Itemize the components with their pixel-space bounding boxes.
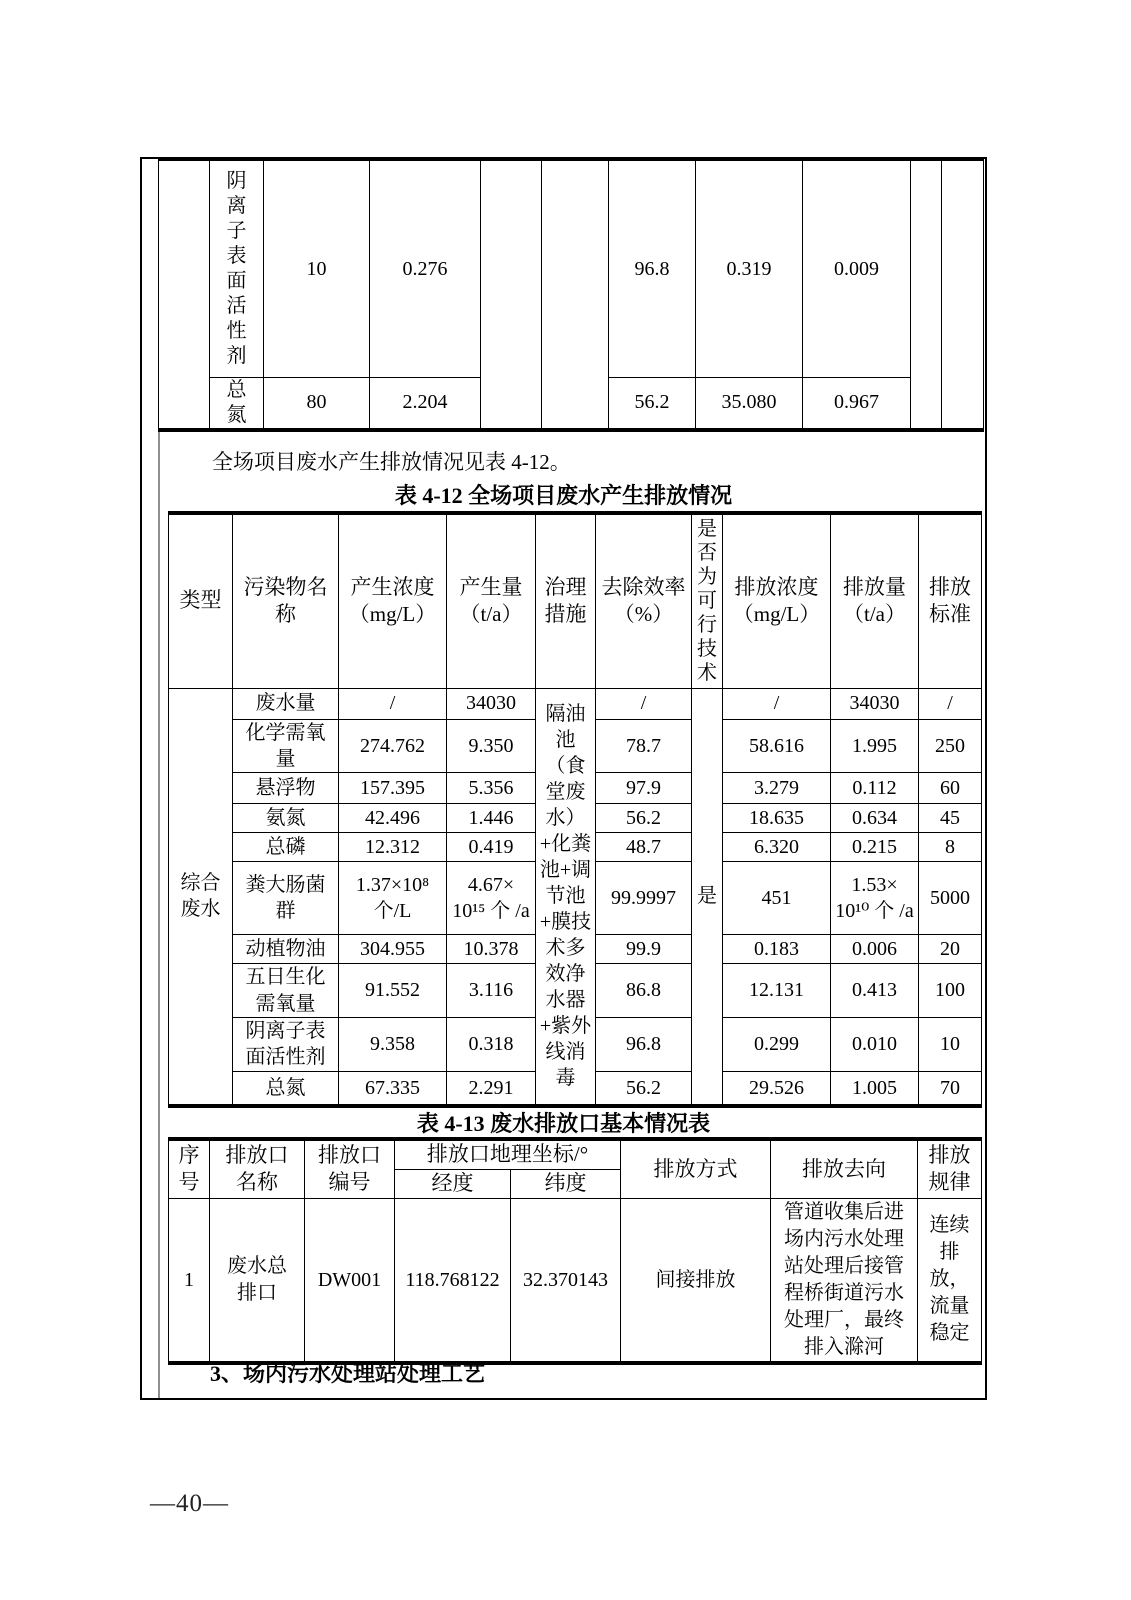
pollutant-cell: 动植物油 [233, 935, 339, 964]
pollutant-name-cell [210, 377, 264, 430]
pollutant-cell: 五日生化需氧量 [233, 964, 339, 1018]
dis-amount-cell: 0.634 [831, 804, 919, 833]
gen-amount-cell: 10.378 [447, 935, 536, 964]
empty-cell [911, 159, 942, 430]
dis-conc-cell: 3.279 [723, 773, 831, 804]
pollutant-cell: 总氮 [233, 1071, 339, 1106]
outfall-name-cell [210, 1198, 305, 1363]
dis-amount-cell: 0.112 [831, 773, 919, 804]
standard-cell: 70 [919, 1071, 982, 1106]
gen-conc-cell: 304.955 [339, 935, 447, 964]
table-4-12-title: 表 4-12 全场项目废水产生排放情况 [394, 483, 733, 508]
gen-conc-cell: 67.335 [339, 1071, 447, 1106]
dis-conc-cell: 0.183 [723, 935, 831, 964]
header-pollutant: 污染物名称 [233, 513, 339, 688]
pollutant-name-vertical: 总氮 [226, 378, 247, 426]
feasible-cell: 是 [692, 688, 723, 1106]
removal-cell: 48.7 [596, 833, 692, 862]
removal-cell: 56.2 [596, 804, 692, 833]
empty-cell [481, 159, 542, 430]
standard-cell: 5000 [919, 862, 982, 935]
header-no: 序号 [169, 1139, 210, 1198]
header-destination: 排放去向 [771, 1139, 918, 1198]
gen-amount-cell: 2.291 [447, 1071, 536, 1106]
gen-amount-cell: 0.276 [370, 159, 481, 377]
gen-amount-cell: 3.116 [447, 964, 536, 1018]
dis-conc-cell: / [723, 688, 831, 719]
pollutant-cell: 总磷 [233, 833, 339, 862]
gen-conc-cell: 157.395 [339, 773, 447, 804]
removal-cell: 86.8 [596, 964, 692, 1018]
dis-amount-cell: 0.010 [831, 1018, 919, 1072]
method-cell: 间接排放 [621, 1198, 771, 1363]
pollutant-cell: 废水量 [233, 688, 339, 719]
table-row [159, 159, 984, 377]
continued-pollutant-table [158, 157, 984, 432]
removal-cell: 56.2 [609, 377, 696, 430]
dis-conc-cell: 6.320 [723, 833, 831, 862]
gen-conc-cell: 91.552 [339, 964, 447, 1018]
dis-conc-cell: 12.131 [723, 964, 831, 1018]
standard-cell: 250 [919, 719, 982, 773]
header-coordinates: 排放口地理坐标/° [395, 1139, 621, 1169]
dis-amount-cell: 0.215 [831, 833, 919, 862]
standard-cell: 45 [919, 804, 982, 833]
pattern-cell: 连续排放，流量稳定 [918, 1198, 982, 1363]
intro-paragraph: 全场项目废水产生排放情况见表 4-12。 [212, 450, 571, 474]
pollutant-cell: 粪大肠菌群 [233, 862, 339, 935]
removal-cell: 99.9 [596, 935, 692, 964]
pollutant-cell: 化学需氧量 [233, 719, 339, 773]
header-outfall-name [210, 1139, 305, 1198]
header-type: 类型 [169, 513, 233, 688]
removal-cell: 56.2 [596, 1071, 692, 1106]
outfall-code-cell: DW001 [305, 1198, 395, 1363]
gen-conc-cell: 1.37×10⁸ 个/L [339, 862, 447, 935]
dis-conc-cell: 0.319 [696, 159, 803, 377]
empty-type-cell [159, 159, 210, 430]
header-pattern: 排放规律 [918, 1139, 982, 1198]
gen-conc-cell: 42.496 [339, 804, 447, 833]
dis-amount-cell: 0.967 [803, 377, 911, 430]
gen-amount-cell: 1.446 [447, 804, 536, 833]
no-cell: 1 [169, 1198, 210, 1363]
dis-amount-cell: 1.995 [831, 719, 919, 773]
table-4-12 [168, 511, 982, 1108]
gen-amount-cell: 0.318 [447, 1018, 536, 1072]
type-cell: 综合废水 [169, 688, 233, 1106]
dis-amount-cell: 1.53× 10¹⁰ 个 /a [831, 862, 919, 935]
table-row [169, 688, 982, 719]
dis-amount-cell: 0.009 [803, 159, 911, 377]
header-longitude: 经度 [395, 1169, 511, 1198]
header-dis-amount: 排放量（t/a） [831, 513, 919, 688]
header-outfall-code [305, 1139, 395, 1198]
gen-amount-cell: 34030 [447, 688, 536, 719]
gen-conc-cell: 274.762 [339, 719, 447, 773]
header-gen-amount: 产生量（t/a） [447, 513, 536, 688]
removal-cell: / [596, 688, 692, 719]
table-row [169, 1198, 982, 1363]
pollutant-cell: 氨氮 [233, 804, 339, 833]
gen-conc-cell: / [339, 688, 447, 719]
standard-cell: 60 [919, 773, 982, 804]
standard-cell: / [919, 688, 982, 719]
header-standard: 排放标准 [919, 513, 982, 688]
standard-cell: 20 [919, 935, 982, 964]
gen-amount-cell: 4.67× 10¹⁵ 个 /a [447, 862, 536, 935]
removal-cell: 96.8 [596, 1018, 692, 1072]
dis-conc-cell: 0.299 [723, 1018, 831, 1072]
standard-cell: 100 [919, 964, 982, 1018]
pollutant-cell: 悬浮物 [233, 773, 339, 804]
table-4-13 [168, 1137, 982, 1365]
header-feasible: 是否为可行技术 [692, 513, 723, 688]
removal-cell: 97.9 [596, 773, 692, 804]
dis-conc-cell: 29.526 [723, 1071, 831, 1106]
header-gen-conc: 产生浓度（mg/L） [339, 513, 447, 688]
header-outfall-name-text: 排放口名称 [225, 1142, 289, 1195]
page-border-frame [140, 157, 987, 1400]
gen-amount-cell: 2.204 [370, 377, 481, 430]
dis-conc-cell: 451 [723, 862, 831, 935]
treatment-cell: 隔油池（食堂废水）+化粪池+调节池+膜技术多效净水器+紫外线消毒 [536, 688, 596, 1106]
outfall-name-text: 废水总排口 [227, 1255, 287, 1304]
page-number: —40— [150, 1490, 229, 1517]
latitude-cell: 32.370143 [511, 1198, 621, 1363]
gen-amount-cell: 9.350 [447, 719, 536, 773]
header-latitude: 纬度 [511, 1169, 621, 1198]
gen-amount-cell: 0.419 [447, 833, 536, 862]
longitude-cell: 118.768122 [395, 1198, 511, 1363]
table-header-row [169, 513, 982, 688]
dis-conc-cell: 18.635 [723, 804, 831, 833]
header-dis-conc: 排放浓度（mg/L） [723, 513, 831, 688]
gen-conc-cell: 12.312 [339, 833, 447, 862]
table-4-13-title: 表 4-13 废水排放口基本情况表 [416, 1111, 711, 1136]
removal-cell: 78.7 [596, 719, 692, 773]
table-header-row [169, 1139, 982, 1169]
gen-conc-cell: 9.358 [339, 1018, 447, 1072]
destination-cell: 管道收集后进场内污水处理站处理后接管程桥街道污水处理厂，最终排入滁河 [771, 1198, 918, 1363]
empty-cell [542, 159, 609, 430]
gen-conc-cell: 10 [264, 159, 370, 377]
gen-amount-cell: 5.356 [447, 773, 536, 804]
dis-amount-cell: 34030 [831, 688, 919, 719]
pollutant-name-vertical: 阴离子表面活性剂 [226, 169, 247, 367]
standard-cell: 8 [919, 833, 982, 862]
section-heading: 3、场内污水处理站处理工艺 [210, 1361, 486, 1386]
dis-conc-cell: 58.616 [723, 719, 831, 773]
header-removal: 去除效率（%） [596, 513, 692, 688]
gen-conc-cell: 80 [264, 377, 370, 430]
dis-amount-cell: 0.413 [831, 964, 919, 1018]
removal-cell: 96.8 [609, 159, 696, 377]
dis-amount-cell: 0.006 [831, 935, 919, 964]
header-outfall-code-text: 排放口编号 [317, 1142, 381, 1195]
dis-amount-cell: 1.005 [831, 1071, 919, 1106]
empty-cell [942, 159, 984, 430]
pollutant-cell: 阴离子表面活性剂 [233, 1018, 339, 1072]
pollutant-name-cell [210, 159, 264, 377]
standard-cell: 10 [919, 1018, 982, 1072]
header-treatment: 治理措施 [536, 513, 596, 688]
removal-cell: 99.9997 [596, 862, 692, 935]
dis-conc-cell: 35.080 [696, 377, 803, 430]
header-method: 排放方式 [621, 1139, 771, 1198]
